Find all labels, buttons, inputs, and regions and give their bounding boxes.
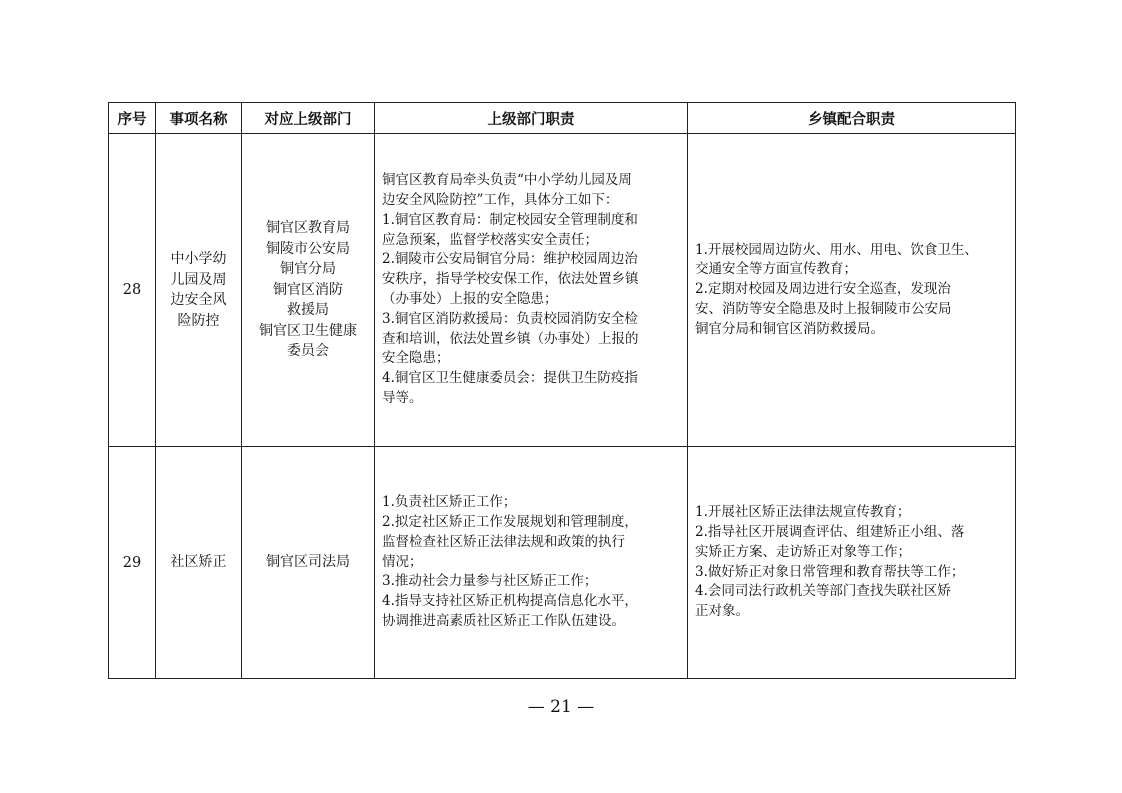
item-name-line: 儿园及周 (170, 271, 227, 288)
township-duties-cell (688, 134, 1016, 447)
upper-duty-line: 3.铜官区消防救援局：负责校园消防安全检 (382, 310, 638, 327)
upper-duty-line: 导等。 (382, 389, 423, 406)
township-duty-line: 3.做好矫正对象日常管理和教育帮扶等工作； (695, 563, 965, 580)
township-duty-line: 正对象。 (695, 603, 749, 620)
department-line: 救援局 (287, 302, 329, 319)
table-row (109, 447, 1016, 679)
department-line: 铜官分局 (280, 261, 336, 278)
row-number: 28 (109, 134, 156, 447)
department-line: 铜陵市公安局 (266, 240, 350, 257)
department-line: 铜官区消防 (273, 281, 343, 298)
item-name-cell (156, 447, 242, 679)
header-no: 序号 (109, 103, 156, 134)
header-upper-department: 对应上级部门 (242, 103, 375, 134)
upper-duty-line: 安全隐患； (382, 350, 450, 367)
township-duties-cell (688, 447, 1016, 679)
item-name-line: 险防控 (177, 312, 220, 329)
upper-duties-cell (375, 134, 688, 447)
township-duty-line: 1.开展校园周边防火、用水、用电、饮食卫生、 (695, 241, 978, 258)
upper-duty-line: 查和培训，依法处置乡镇（办事处）上报的 (382, 330, 639, 347)
upper-duty-line: 4.指导支持社区矫正机构提高信息化水平， (382, 593, 638, 610)
township-duty-line: 交通安全等方面宣传教育； (695, 261, 857, 278)
township-duty-line: 铜官分局和铜官区消防救援局。 (695, 320, 884, 337)
upper-duty-line: 协调推进高素质社区矫正工作队伍建设。 (382, 612, 625, 629)
upper-duty-line: 3.推动社会力量参与社区矫正工作； (382, 573, 598, 590)
township-duty-line: 2.定期对校园及周边进行安全巡查，发现治 (695, 281, 951, 298)
upper-duty-line: 安秩序，指导学校安保工作，依法处置乡镇 (382, 271, 639, 288)
upper-duty-line: 2.铜陵市公安局铜官分局：维护校园周边治 (382, 251, 638, 268)
header-township-duties: 乡镇配合职责 (688, 103, 1016, 134)
row-number: 29 (109, 447, 156, 679)
item-name-line: 社区矫正 (170, 554, 227, 571)
department-cell (242, 447, 375, 679)
department-line: 铜官区卫生健康 (259, 322, 357, 339)
upper-duties-cell (375, 447, 688, 679)
header-item-name: 事项名称 (156, 103, 242, 134)
upper-duty-line: 铜官区教育局牵头负责“中小学幼儿园及周 (382, 172, 632, 189)
department-line: 铜官区司法局 (266, 554, 350, 571)
department-cell (242, 134, 375, 447)
upper-duty-line: 应急预案，监督学校落实安全责任； (382, 231, 598, 248)
department-line: 委员会 (287, 343, 329, 360)
table-row (109, 134, 1016, 447)
upper-duty-line: 1.负责社区矫正工作； (382, 494, 517, 511)
upper-duty-line: 2.拟定社区矫正工作发展规划和管理制度， (382, 514, 638, 530)
upper-duty-line: 1.铜官区教育局：制定校园安全管理制度和 (382, 211, 638, 228)
duty-table (108, 102, 1016, 679)
township-duty-line: 安、消防等安全隐患及时上报铜陵市公安局 (695, 300, 952, 317)
item-name-line: 边安全风 (170, 292, 227, 308)
township-duty-line: 1.开展社区矫正法律法规宣传教育； (695, 504, 911, 521)
township-duty-line: 4.会同司法行政机关等部门查找失联社区矫 (695, 583, 951, 600)
upper-duty-line: 监督检查社区矫正法律法规和政策的执行 (382, 533, 625, 550)
page-number: — 21 — (527, 697, 595, 717)
table-header-row (109, 103, 1016, 134)
item-name-line: 中小学幼 (170, 251, 227, 267)
upper-duty-line: 4.铜官区卫生健康委员会：提供卫生防疫指 (382, 370, 638, 387)
department-line: 铜官区教育局 (266, 220, 350, 237)
township-duty-line: 2.指导社区开展调查评估、组建矫正小组、落 (695, 523, 965, 540)
upper-duty-line: （办事处）上报的安全隐患； (382, 291, 558, 307)
township-duty-line: 实矫正方案、走访矫正对象等工作； (695, 543, 911, 560)
header-upper-duties: 上级部门职责 (375, 103, 688, 134)
item-name-cell (156, 134, 242, 447)
upper-duty-line: 情况； (382, 553, 423, 570)
upper-duty-line: 边安全风险防控”工作，具体分工如下： (382, 192, 619, 209)
